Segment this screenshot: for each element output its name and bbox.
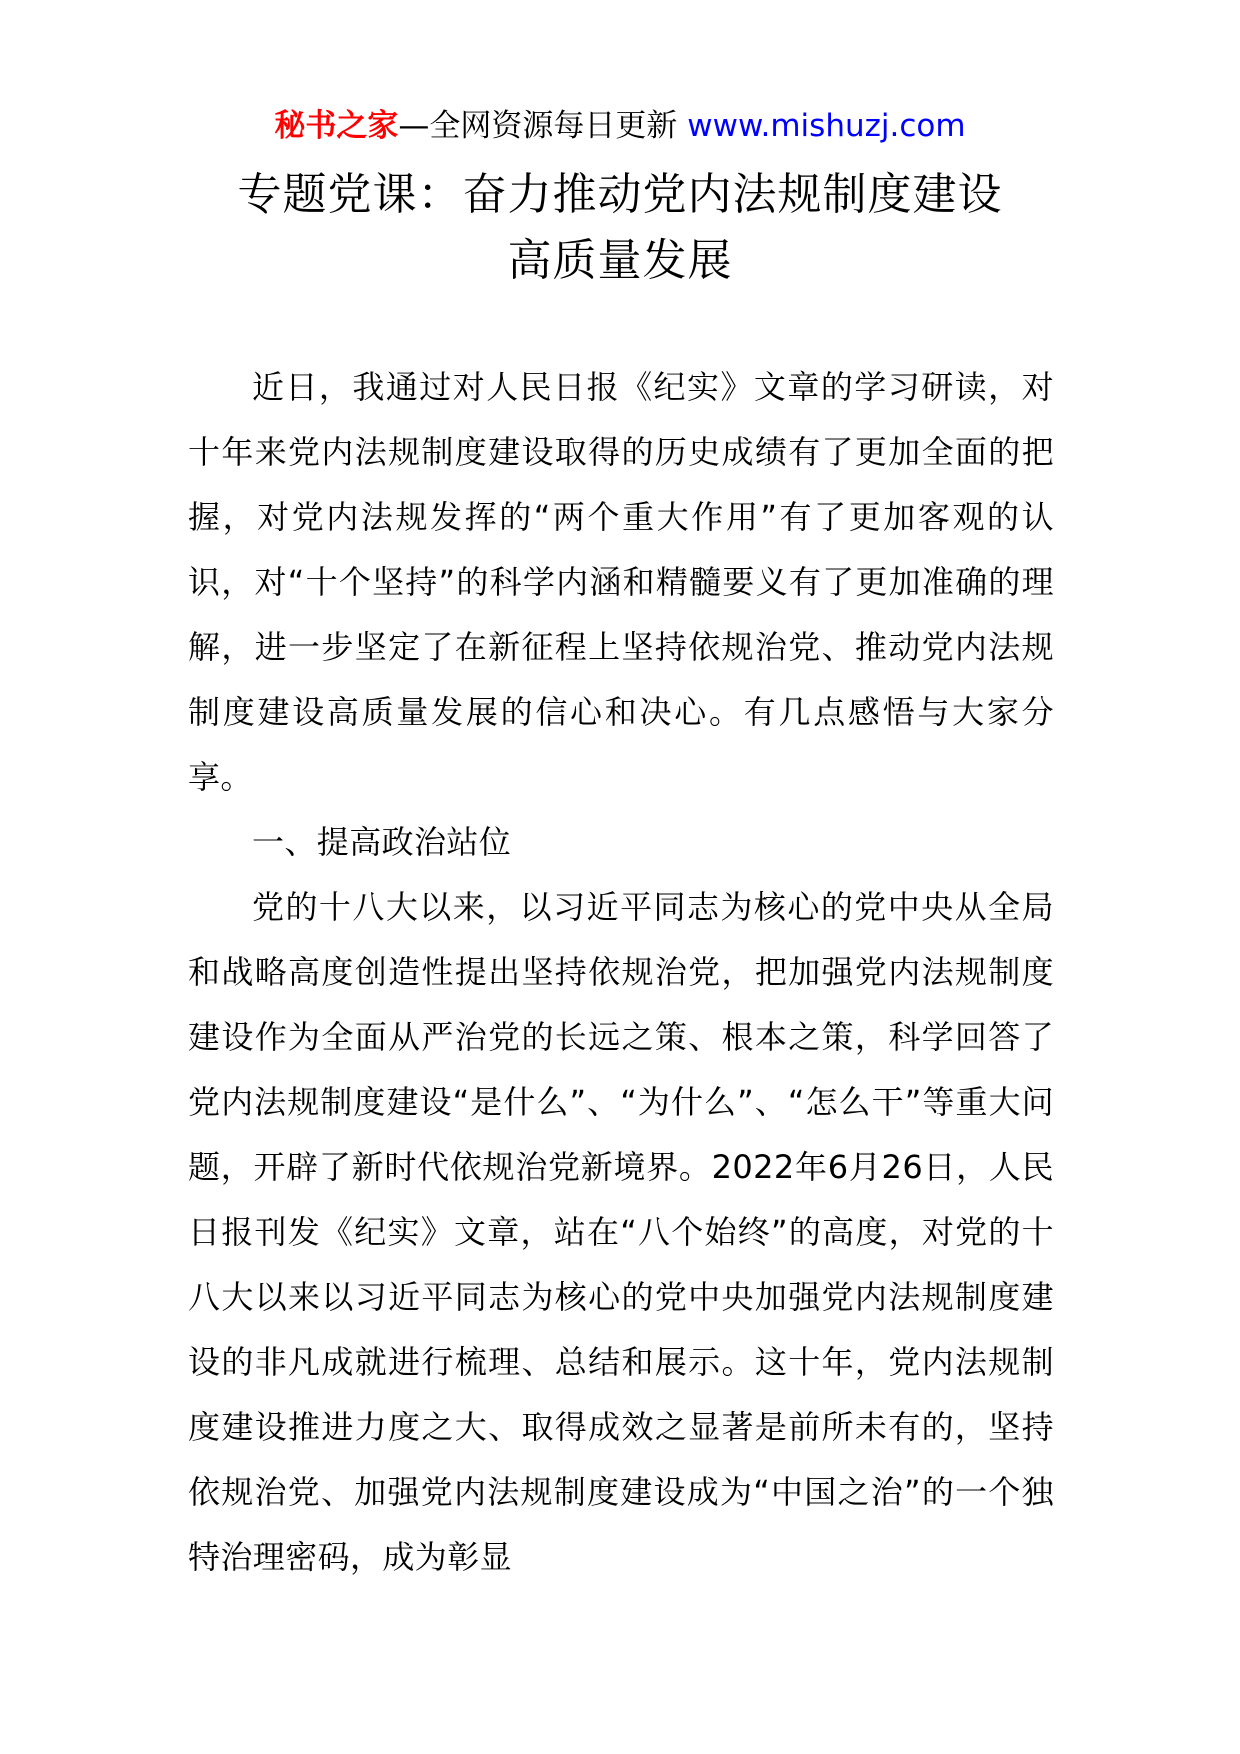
site-banner (0, 104, 1240, 148)
document-title-line-1: 专题党课：奋力推动党内法规制度建设 (237, 169, 1003, 220)
document-body (188, 355, 1054, 1590)
site-url[interactable]: www.mishuzj.com (687, 108, 966, 144)
paragraph-intro: 近日，我通过对人民日报《纪实》文章的学习研读，对十年来党内法规制度建设取得的历史成绩有了更加全面的把握，对党内法规发挥的“两个重大作用”有了更加客观的认识，对“十个坚持”的科学内涵和精髓要义有了更加准确的理解，进一步坚定了在新征程上坚持依规治党、推动党内法规制度建设高质量发展的信心和决心。有几点感悟与大家分享。 (188, 368, 1054, 796)
section-heading-1: 一、提高政治站位 (252, 823, 512, 861)
document-title (0, 162, 1240, 294)
document-title-line-2: 高质量发展 (507, 235, 733, 286)
site-tagline: —全网资源每日更新 (398, 108, 688, 144)
paragraph-section-1: 党的十八大以来，以习近平同志为核心的党中央从全局和战略高度创造性提出坚持依规治党，把加强党内法规制度建设作为全面从严治党的长远之策、根本之策，科学回答了党内法规制度建设“是什么”、“为什么”、“怎么干”等重大问题，开辟了新时代依规治党新境界。2022年6月26日，人民日报刊发《纪实》文章，站在“八个始终”的高度，对党的十八大以来以习近平同志为核心的党中央加强党内法规制度建设的非凡成就进行梳理、总结和展示。这十年，党内法规制度建设推进力度之大、取得成效之显著是前所未有的，坚持依规治党、加强党内法规制度建设成为“中国之治”的一个独特治理密码，成为彰显 (188, 888, 1054, 1576)
site-name: 秘书之家 (274, 108, 399, 144)
